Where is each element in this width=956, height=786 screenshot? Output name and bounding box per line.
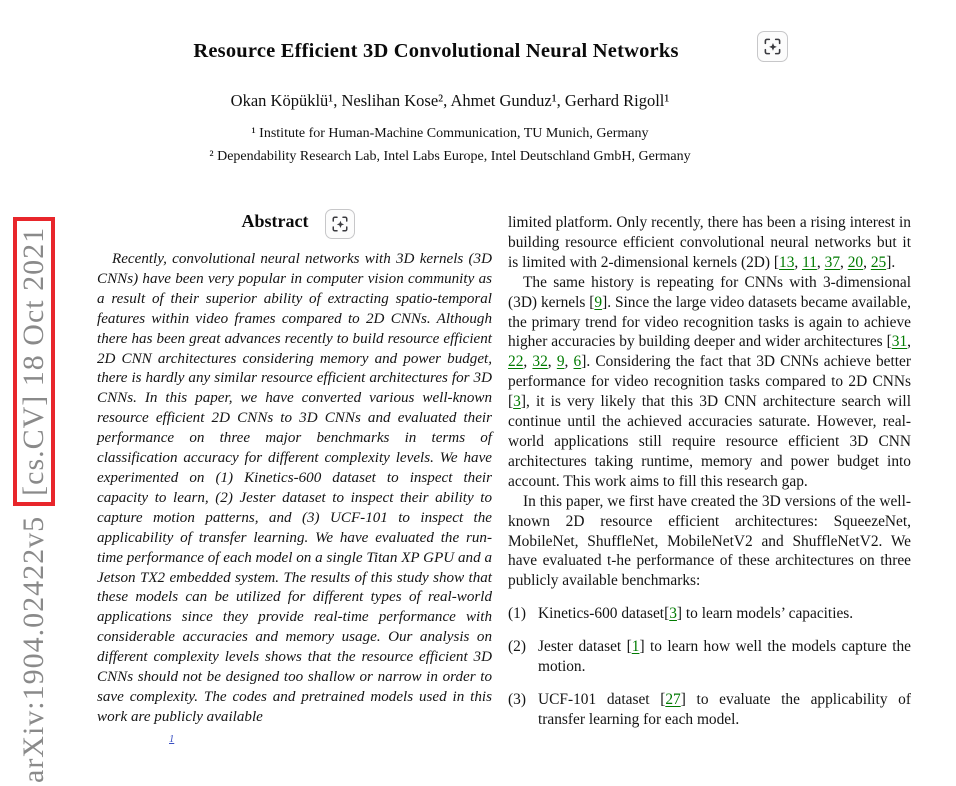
capture-region-icon	[763, 37, 782, 56]
citation-link[interactable]: 32	[532, 353, 548, 371]
abstract-column	[97, 250, 492, 755]
citation-link[interactable]: 6	[573, 353, 582, 371]
abstract-heading: Abstract	[241, 211, 309, 231]
citation-link[interactable]: 11	[802, 253, 817, 271]
citation-link[interactable]: 1	[631, 638, 640, 656]
list-item-number: (2)	[508, 638, 526, 656]
citation-link[interactable]: 9	[556, 353, 565, 371]
citation-link[interactable]: 22	[508, 353, 524, 371]
footnote-link[interactable]: 1	[169, 733, 175, 745]
citation-link[interactable]: 9	[594, 293, 603, 311]
list-item	[508, 690, 911, 730]
capture-region-button-abstract[interactable]	[325, 209, 355, 239]
citation-link[interactable]: 25	[870, 253, 887, 271]
list-item-text: UCF-101 dataset [27] to evaluate the applicability of transfer learning for each model.	[538, 690, 912, 728]
list-item	[508, 604, 911, 624]
list-item-text: Jester dataset [1] to learn how well the models capture the motion.	[538, 638, 911, 676]
list-item-text: Kinetics-600 dataset[3] to learn models’ capacities.	[538, 605, 854, 623]
intro-paragraph: The same history is repeating for CNNs with 3-dimensional (3D) kernels [9]. Since the large video datasets became available, the primary trend for video recognition tasks is again to achieve higher accuracies by building deeper and wider architectures [31, 22, 32, 9, 6]. Considering the fact that 3D CNNs achieve better performance for video recognition tasks compared to 2D CNNs [3], it is very likely that this 3D CNN architecture search will continue until the achieved accuracies saturate. However, real-world applications still require resource efficient 3D CNN architectures taking runtime, memory and power budget into account. This work aims to fill this research gap.	[508, 273, 911, 490]
list-item-number: (1)	[508, 605, 526, 623]
citation-link[interactable]: 20	[847, 253, 864, 271]
citation-link[interactable]: 3	[669, 605, 677, 623]
footnote-line	[97, 730, 492, 755]
list-item	[508, 637, 911, 677]
paper-title: Resource Efficient 3D Convolutional Neural Networks	[193, 39, 679, 62]
benchmark-list	[508, 604, 911, 730]
citation-link[interactable]: 13	[779, 253, 795, 271]
arxiv-watermark	[13, 217, 55, 783]
intro-paragraph: In this paper, we first have created the 3D versions of the well-known 2D resource efficient architectures: SqueezeNet, MobileNet, ShuffleNet, MobileNetV2 and ShuffleNetV2. We have evaluated t-he performance of these architectures on three publicly available benchmarks:	[508, 492, 911, 590]
arxiv-identifier: arXiv:1904.02422v5	[17, 515, 50, 783]
author-line: Okan Köpüklü¹, Neslihan Kose², Ahmet Gunduz¹, Gerhard Rigoll¹	[230, 91, 670, 110]
abstract-text: Recently, convolutional neural networks with 3D kernels (3D CNNs) have been very popular in computer vision community as a result of their superior ability of extracting spatio-temporal features within video frames compared to 2D CNNs. Although there has been great advances recently to build resource efficient 2D CNN architectures considering memory and power budget, there is hardly any similar resource efficient architectures for 3D CNNs. In this paper, we have converted various well-known resource efficient 2D CNNs to 3D CNNs and evaluated their performance on three major benchmarks in terms of classification accuracy for different complexity levels. We have experimented on (1) Kinetics-600 dataset to inspect their capacity to learn, (2) Jester dataset to inspect their ability to capture motion patterns, and (3) UCF-101 to inspect the applicability of transfer learning. We have evaluated the run-time performance of each model on a single Titan XP GPU and a Jetson TX2 embedded system. The results of this study show that these models can be utilized for different types of real-world applications since they provide real-time performance with considerable accuracies and memory usage. Our analysis on different complexity levels shows that the resource efficient 3D CNNs should not be designed too shallow or narrow in order to save complexity. The codes and pretrained models used in this work are publicly available	[97, 251, 492, 725]
affiliation-1: ¹ Institute for Human-Machine Communication, TU Munich, Germany	[251, 126, 649, 141]
citation-link[interactable]: 31	[891, 333, 908, 351]
citation-link[interactable]: 3	[513, 393, 521, 411]
list-item-number: (3)	[508, 690, 526, 708]
cs-cv-date-highlight-box: [cs.CV] 18 Oct 2021	[13, 217, 55, 506]
intro-column	[508, 213, 911, 743]
capture-region-button-title[interactable]	[757, 31, 788, 62]
intro-paragraph: limited platform. Only recently, there has been a rising interest in building resource efficient convolutional neural networks but it is limited with 2-dimensional kernels (2D) [13, 11, 37, 20, 25].	[508, 214, 911, 271]
affiliation-2: ² Dependability Research Lab, Intel Labs Europe, Intel Deutschland GmbH, Germany	[209, 149, 691, 164]
capture-region-icon	[331, 215, 349, 233]
citation-link[interactable]: 37	[824, 253, 841, 271]
citation-link[interactable]: 27	[665, 690, 681, 708]
